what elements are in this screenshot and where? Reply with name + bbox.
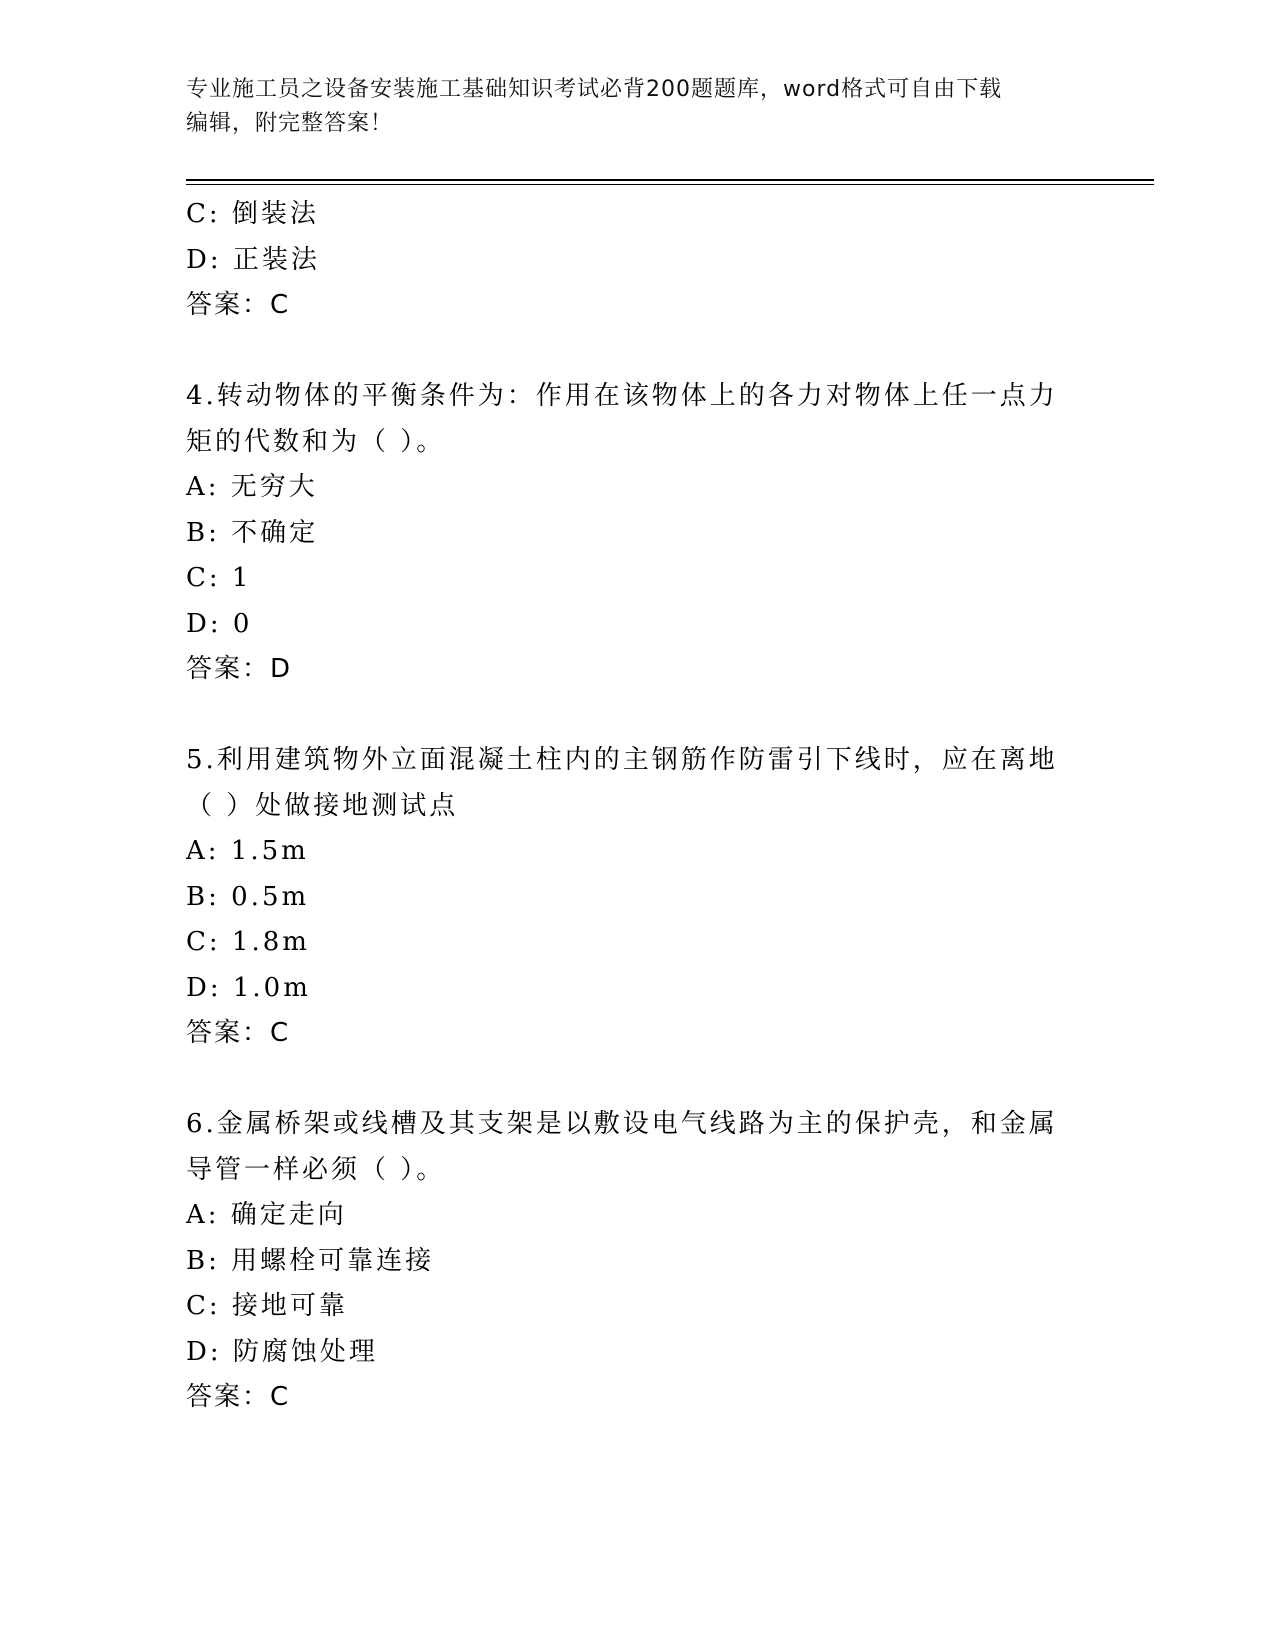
option-a: A: 无穷大 <box>186 472 318 502</box>
answer-line: 答案：C <box>186 1382 291 1412</box>
question-stem-line-1: 5.利用建筑物外立面混凝土柱内的主钢筋作防雷引下线时，应在离地 <box>186 745 1058 775</box>
question-3-continued <box>186 192 1086 329</box>
question-spacer <box>186 1057 1086 1103</box>
option-d: D: 0 <box>186 608 253 639</box>
answer-line: 答案：C <box>186 1018 291 1048</box>
option-c: C: 1 <box>186 563 252 593</box>
page-header <box>186 73 1086 141</box>
option-c: C: 倒装法 <box>186 199 319 229</box>
option-b: B: 0.5m <box>186 881 310 912</box>
header-title-line-2: 编辑，附完整答案！ <box>186 111 394 136</box>
option-a: A: 1.5m <box>186 836 309 866</box>
question-body <box>186 192 1086 1421</box>
header-title-line-1: 专业施工员之设备安装施工基础知识考试必背200题题库，word格式可自由下载 <box>186 77 1003 102</box>
question-stem-line-2: 导管一样必须（ ）。 <box>186 1154 446 1185</box>
question-stem-line-2: 矩的代数和为（ ）。 <box>186 426 446 457</box>
option-b: B: 不确定 <box>186 517 319 548</box>
question-stem-line-2: （ ）处做接地测试点 <box>186 790 459 821</box>
question-6 <box>186 1102 1086 1421</box>
question-5 <box>186 738 1086 1057</box>
option-c: C: 1.8m <box>186 927 310 957</box>
question-spacer <box>186 329 1086 375</box>
question-stem-line-1: 4.转动物体的平衡条件为：作用在该物体上的各力对物体上任一点力 <box>186 381 1058 411</box>
option-d: D: 正装法 <box>186 244 320 275</box>
option-b: B: 用螺栓可靠连接 <box>186 1245 435 1276</box>
header-divider-thin <box>186 184 1154 185</box>
option-d: D: 防腐蚀处理 <box>186 1336 378 1367</box>
answer-line: 答案：C <box>186 290 291 320</box>
question-4 <box>186 374 1086 693</box>
option-d: D: 1.0m <box>186 972 311 1003</box>
question-stem-line-1: 6.金属桥架或线槽及其支架是以敷设电气线路为主的保护壳，和金属 <box>186 1109 1058 1139</box>
header-divider-thick <box>186 179 1154 181</box>
option-a: A: 确定走向 <box>186 1200 347 1230</box>
option-c: C: 接地可靠 <box>186 1291 348 1321</box>
question-spacer <box>186 693 1086 739</box>
answer-line: 答案：D <box>186 654 293 684</box>
